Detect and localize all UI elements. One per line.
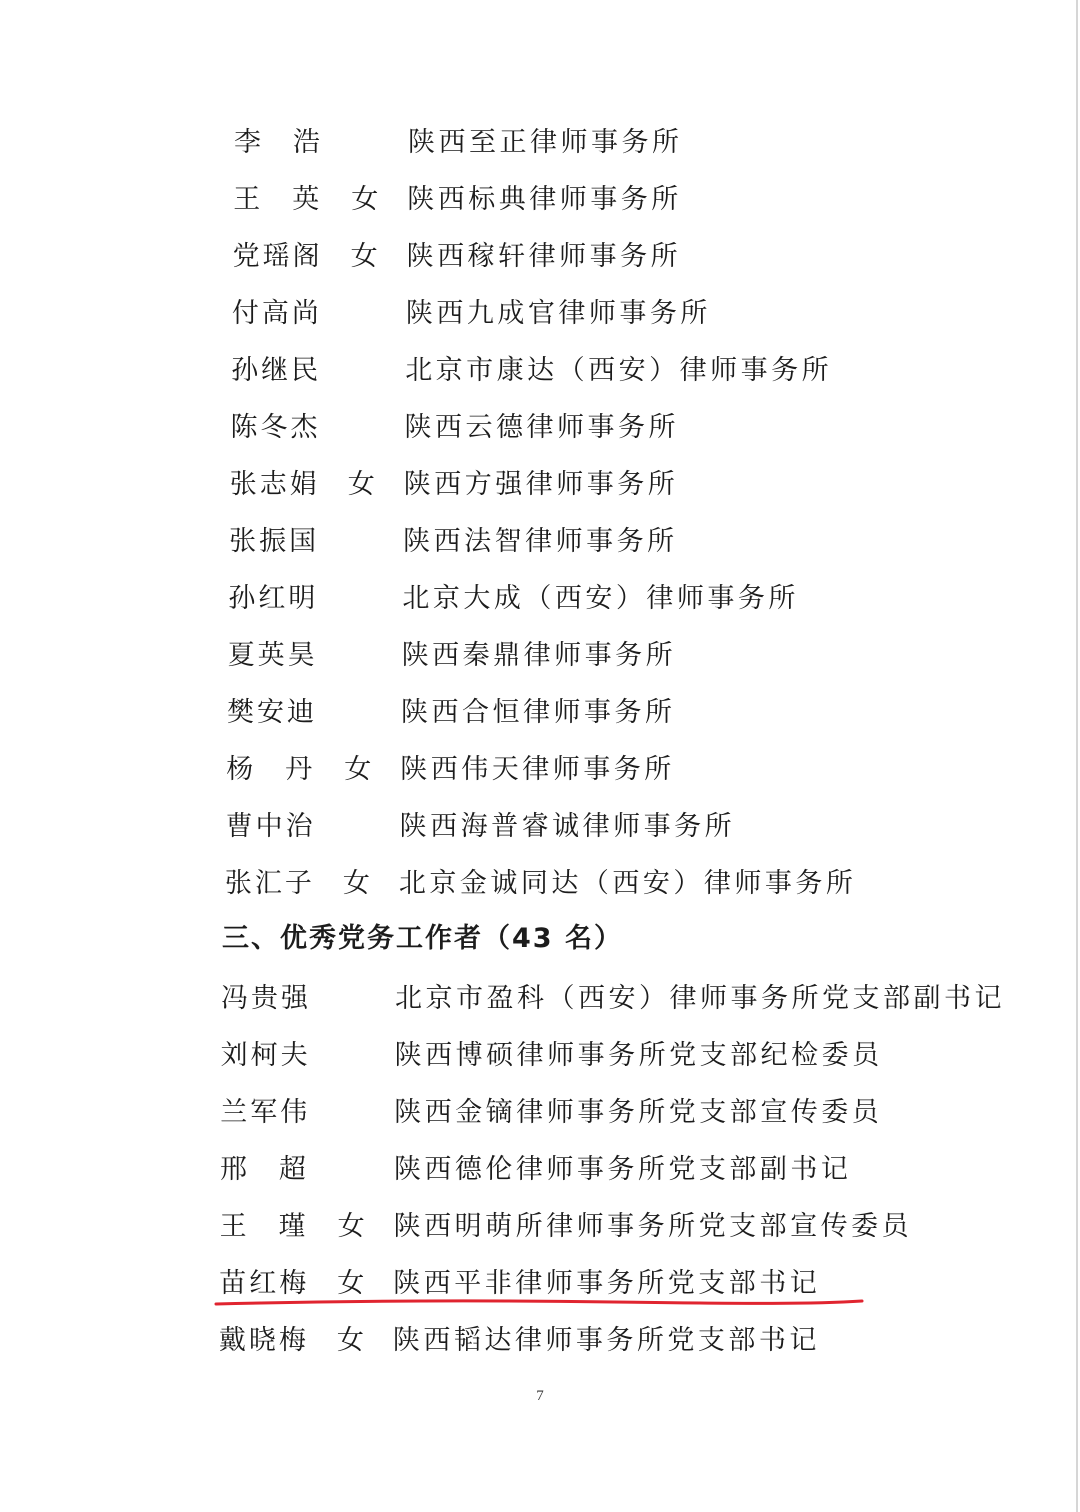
page-edge <box>1076 0 1078 1512</box>
list-row <box>220 1090 980 1136</box>
person-name: 王英 <box>233 184 352 215</box>
person-name: 张汇子 <box>224 868 315 899</box>
list-row <box>220 1147 980 1193</box>
person-name: 刘柯夫 <box>220 1040 311 1071</box>
list-row <box>221 1033 981 1079</box>
person-name: 陈冬杰 <box>230 412 321 443</box>
organization-name: 陕西合恒律师事务所 <box>401 697 676 728</box>
organization-name: 陕西海普睿诚律师事务所 <box>399 811 736 842</box>
section-heading: 三、优秀党务工作者（43 名） <box>222 923 623 954</box>
person-name: 杨丹 <box>226 754 345 785</box>
person-name: 张志娟 <box>229 469 320 500</box>
list-row <box>229 519 989 565</box>
organization-name: 陕西伟天律师事务所 <box>400 754 675 785</box>
organization-name: 陕西稼轩律师事务所 <box>406 241 682 272</box>
person-name: 戴晓梅 <box>218 1325 309 1356</box>
gender-mark: 女 <box>337 1268 365 1299</box>
list-row <box>220 1204 980 1250</box>
person-name: 夏英昊 <box>227 640 318 671</box>
list-row <box>219 1318 979 1364</box>
list-row <box>231 405 991 451</box>
person-name: 冯贵强 <box>221 983 311 1014</box>
organization-name: 陕西标典律师事务所 <box>407 184 682 215</box>
list-row <box>228 576 988 622</box>
gender-mark: 女 <box>344 754 372 785</box>
organization-name: 陕西博硕律师事务所党支部纪检委员 <box>394 1040 883 1071</box>
organization-name: 陕西金镝律师事务所党支部宣传委员 <box>394 1097 883 1128</box>
person-name: 王瑾 <box>219 1211 338 1242</box>
person-name: 曹中治 <box>225 811 316 842</box>
gender-mark: 女 <box>337 1211 365 1242</box>
list-row <box>227 690 987 736</box>
list-row <box>225 861 985 907</box>
organization-name: 北京大成（西安）律师事务所 <box>402 583 799 614</box>
list-row <box>230 462 990 508</box>
page-number: 7 <box>536 1388 544 1404</box>
person-name: 邢超 <box>219 1154 338 1185</box>
person-name: 苗红梅 <box>219 1268 310 1299</box>
person-name: 孙继民 <box>231 355 322 386</box>
list-row <box>226 747 986 793</box>
gender-mark: 女 <box>350 241 378 272</box>
organization-name: 北京市康达（西安）律师事务所 <box>405 355 833 386</box>
person-name: 党瑶阁 <box>232 241 323 272</box>
list-row <box>232 291 992 337</box>
person-name: 李浩 <box>234 127 352 158</box>
list-row <box>221 976 1005 1022</box>
organization-name: 陕西至正律师事务所 <box>408 127 683 158</box>
gender-mark: 女 <box>351 184 379 215</box>
list-row <box>231 348 991 394</box>
organization-name: 陕西法智律师事务所 <box>403 526 678 557</box>
person-name: 樊安迪 <box>227 697 317 728</box>
list-row <box>228 633 988 679</box>
gender-mark: 女 <box>347 469 375 500</box>
list-row <box>226 804 986 850</box>
list-row <box>234 120 994 166</box>
organization-name: 陕西云德律师事务所 <box>404 412 679 443</box>
list-row <box>233 177 993 223</box>
organization-name: 陕西德伦律师事务所党支部副书记 <box>393 1154 852 1185</box>
organization-name: 陕西平非律师事务所党支部书记 <box>393 1268 821 1299</box>
gender-mark: 女 <box>336 1325 364 1356</box>
organization-name: 陕西秦鼎律师事务所 <box>401 640 677 671</box>
organization-name: 北京金诚同达（西安）律师事务所 <box>398 868 857 899</box>
person-name: 张振国 <box>229 526 320 557</box>
gender-mark: 女 <box>342 868 370 899</box>
organization-name: 北京市盈科（西安）律师事务所党支部副书记 <box>395 983 1005 1014</box>
organization-name: 陕西韬达律师事务所党支部书记 <box>392 1325 820 1356</box>
organization-name: 陕西九成官律师事务所 <box>405 298 711 329</box>
list-row <box>233 234 993 280</box>
red-underline-mark <box>214 1298 864 1308</box>
person-name: 兰军伟 <box>220 1097 311 1128</box>
person-name: 付高尚 <box>231 298 322 329</box>
organization-name: 陕西方强律师事务所 <box>403 469 679 500</box>
organization-name: 陕西明萌所律师事务所党支部宣传委员 <box>393 1211 913 1242</box>
person-name: 孙红明 <box>228 583 319 614</box>
